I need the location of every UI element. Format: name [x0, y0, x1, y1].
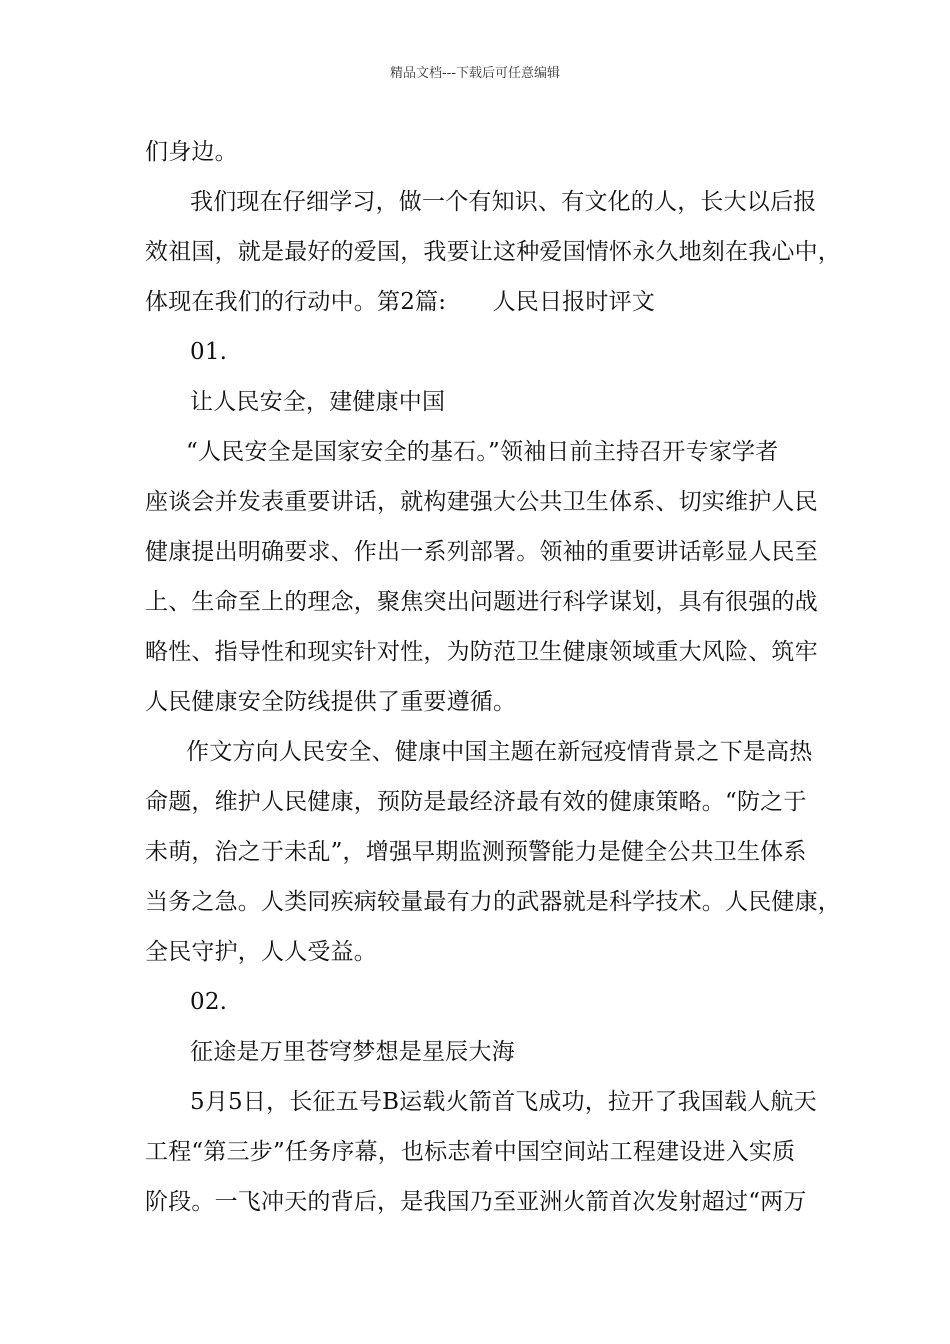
- text-line: 作文方向人民安全、健康中国主题在新冠疫情背景之下是高热: [186, 739, 813, 765]
- text-line: 健康提出明确要求、作出一系列部署。领袖的重要讲话彰显人民至: [145, 539, 818, 565]
- text-line: 命题，维护人民健康，预防是最经济最有效的健康策略。“防之于: [145, 789, 807, 815]
- section-number: 01.: [190, 339, 228, 365]
- page-header: 精品文档---下载后可任意编辑: [389, 66, 561, 81]
- text-line: “人民安全是国家安全的基石。”领袖日前主持召开专家学者: [186, 439, 779, 465]
- text-line: 体现在我们的行动中。第2篇: 人民日报时评文: [145, 289, 655, 315]
- text-line: 工程“第三步”任务序幕，也标志着中国空间站工程建设进入实质: [145, 1139, 796, 1165]
- section-title: 征途是万里苍穹梦想是星辰大海: [190, 1039, 515, 1065]
- text-line: 略性、指导性和现实针对性，为防范卫生健康领域重大风险、筑牢: [145, 639, 818, 665]
- text-line: 阶段。一飞冲天的背后，是我国乃至亚洲火箭首次发射超过“两万: [145, 1189, 807, 1215]
- text-line: 当务之急。人类同疾病较量最有力的武器就是科学技术。人民健康，: [145, 889, 841, 915]
- text-line: 人民健康安全防线提供了重要遵循。: [145, 689, 517, 715]
- text-line: 我们现在仔细学习，做一个有知识、有文化的人，长大以后报: [190, 189, 817, 215]
- section-title: 让人民安全，建健康中国: [190, 389, 446, 415]
- text-line: 上、生命至上的理念，聚焦突出问题进行科学谋划，具有很强的战: [145, 589, 818, 615]
- text-line: 5月5日，长征五号B运载火箭首飞成功，拉开了我国载人航天: [190, 1089, 817, 1115]
- text-line: 座谈会并发表重要讲话，就构建强大公共卫生体系、切实维护人民: [145, 489, 818, 515]
- section-number: 02.: [190, 989, 228, 1015]
- text-line: 效祖国，就是最好的爱国，我要让这种爱国情怀永久地刻在我心中，: [145, 239, 841, 265]
- text-line: 们身边。: [145, 139, 238, 165]
- text-line: 全民守护，人人受益。: [145, 939, 377, 965]
- text-line: 未萌，治之于未乱”，增强早期监测预警能力是健全公共卫生体系: [145, 839, 807, 865]
